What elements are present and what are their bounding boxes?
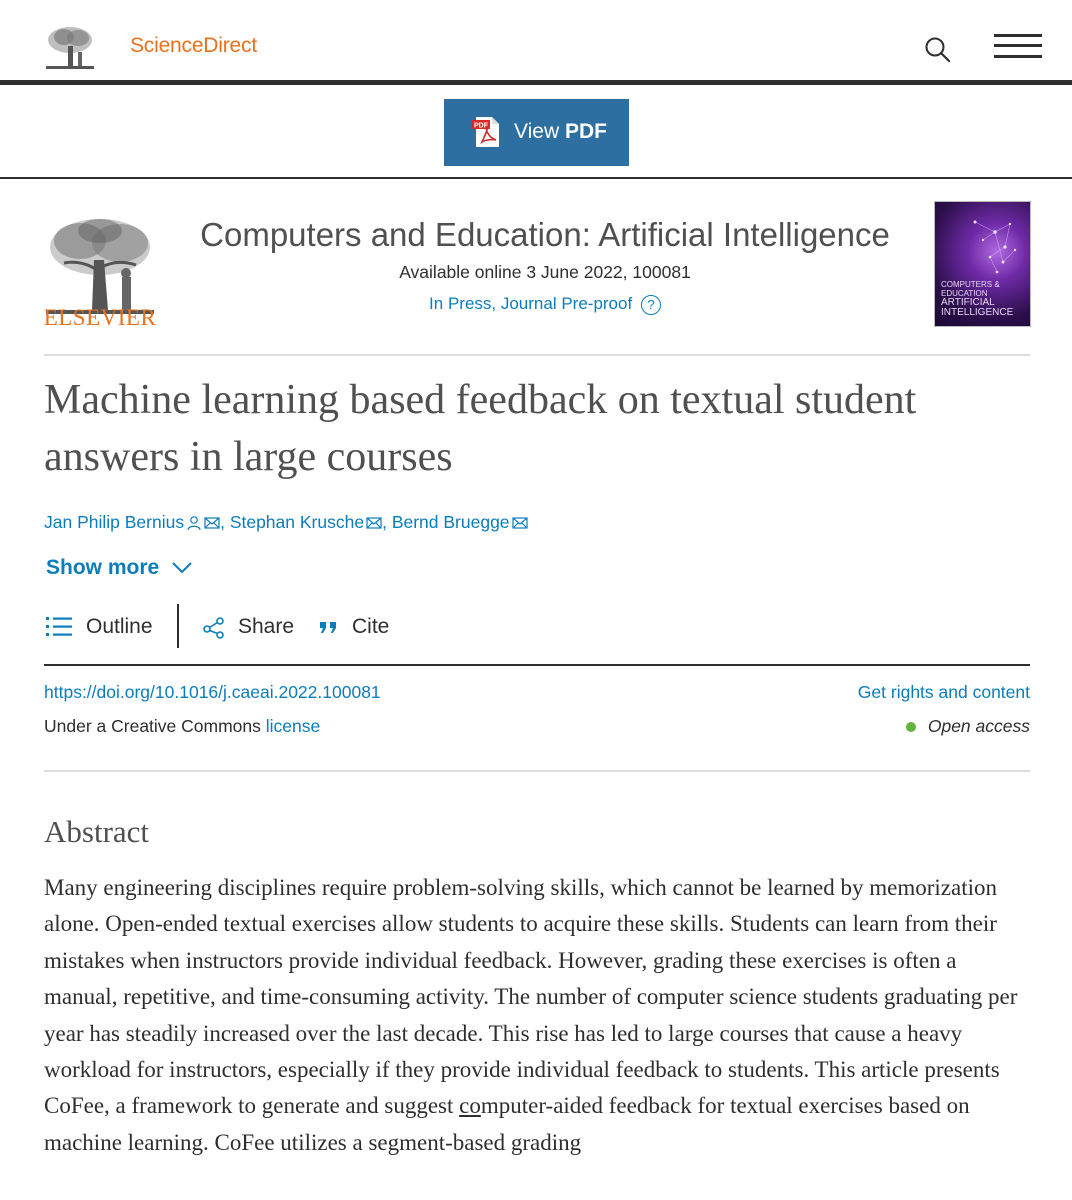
rights-link[interactable]: Get rights and content [857, 682, 1030, 702]
journal-title[interactable]: Computers and Education: Artificial Intelligence [200, 216, 890, 253]
elsevier-tree-logo-icon[interactable] [42, 24, 98, 72]
share-button[interactable] [202, 604, 294, 650]
author-list: Jan Philip Bernius , Stephan Krusche , Bernd Bruegge [44, 512, 1034, 533]
brand-name[interactable]: ScienceDirect [130, 34, 257, 57]
abstract-body [44, 870, 1034, 1161]
outline-button[interactable] [44, 604, 153, 650]
cite-label: Cite [352, 615, 390, 638]
share-label: Share [238, 615, 295, 638]
publisher-name: ELSEVIER [43, 305, 157, 330]
article-title: Machine learning based feedback on textual student answers in large courses [44, 377, 917, 480]
article-toolbar [44, 604, 1030, 650]
pdf-file-icon [470, 115, 504, 149]
author-link[interactable]: Bernd Bruegge [391, 512, 510, 532]
open-access-badge [760, 716, 1030, 737]
view-pdf-label: View [514, 120, 560, 143]
cover-line-2: ARTIFICIAL INTELLIGENCE [941, 297, 1014, 318]
show-more-button[interactable] [46, 556, 193, 580]
view-pdf-button[interactable] [444, 99, 629, 166]
show-more-label: Show more [46, 556, 160, 579]
hamburger-menu-icon[interactable] [994, 34, 1042, 60]
cite-button[interactable] [318, 604, 389, 650]
svg-text:PDF: PDF [474, 122, 488, 130]
pre-proof-label: In Press, Journal Pre-proof [429, 294, 633, 313]
envelope-icon[interactable] [366, 516, 382, 530]
open-access-dot-icon [906, 722, 916, 732]
license-link[interactable]: license [265, 716, 321, 736]
help-icon[interactable]: ? [641, 295, 661, 315]
envelope-icon[interactable] [512, 516, 528, 530]
abstract-text-part-2: mputer-aided feedback for textual exercises based on machine learning. CoFee utilizes a segment-based grading [44, 1093, 970, 1155]
license-prefix: Under a Creative Commons [44, 716, 261, 736]
quote-icon [318, 617, 340, 637]
chevron-down-icon [171, 561, 193, 575]
divider [44, 664, 1030, 666]
author-link[interactable]: Jan Philip Bernius [44, 512, 185, 532]
search-icon[interactable] [922, 34, 954, 66]
outline-label: Outline [86, 615, 153, 638]
license-statement [44, 716, 320, 737]
divider [44, 354, 1030, 356]
list-icon [44, 615, 74, 639]
toolbar-divider [177, 604, 179, 648]
journal-cover-image[interactable] [934, 201, 1031, 327]
abstract-text-part-1: Many engineering disciplines require problem-solving skills, which cannot be learned by memorization alone. Open-ended textual exercises allow students to acquire these skills. Students can learn from their mistakes when instructors provide individual feedback. However, grading these exercises is often a manual, repetitive, and time-consuming activity. The number of computer science students graduating per year has steadily increased over the last decade. This rise has led to large courses that cause a heavy workload for instructors, especially if they provide individual feedback to students. This article presents CoFee, a framework to generate and suggest [44, 875, 1018, 1119]
envelope-icon[interactable] [204, 516, 220, 530]
pdf-bar-divider [0, 177, 1072, 179]
open-access-label: Open access [927, 716, 1030, 736]
abstract-heading: Abstract [44, 814, 150, 849]
pre-proof-status[interactable] [160, 294, 930, 315]
abstract-underlined: co [459, 1093, 481, 1119]
view-pdf-label-strong: PDF [564, 120, 607, 143]
share-icon [202, 615, 226, 639]
divider [44, 770, 1030, 772]
author-link[interactable]: Stephan Krusche [229, 512, 365, 532]
cover-title [941, 280, 1027, 318]
person-icon[interactable] [186, 515, 202, 531]
available-online-date: Available online 3 June 2022, 100081 [399, 262, 691, 282]
cover-line-1: COMPUTERS & EDUCATION [941, 280, 1000, 298]
doi-link[interactable]: https://doi.org/10.1016/j.caeai.2022.100081 [44, 682, 381, 702]
